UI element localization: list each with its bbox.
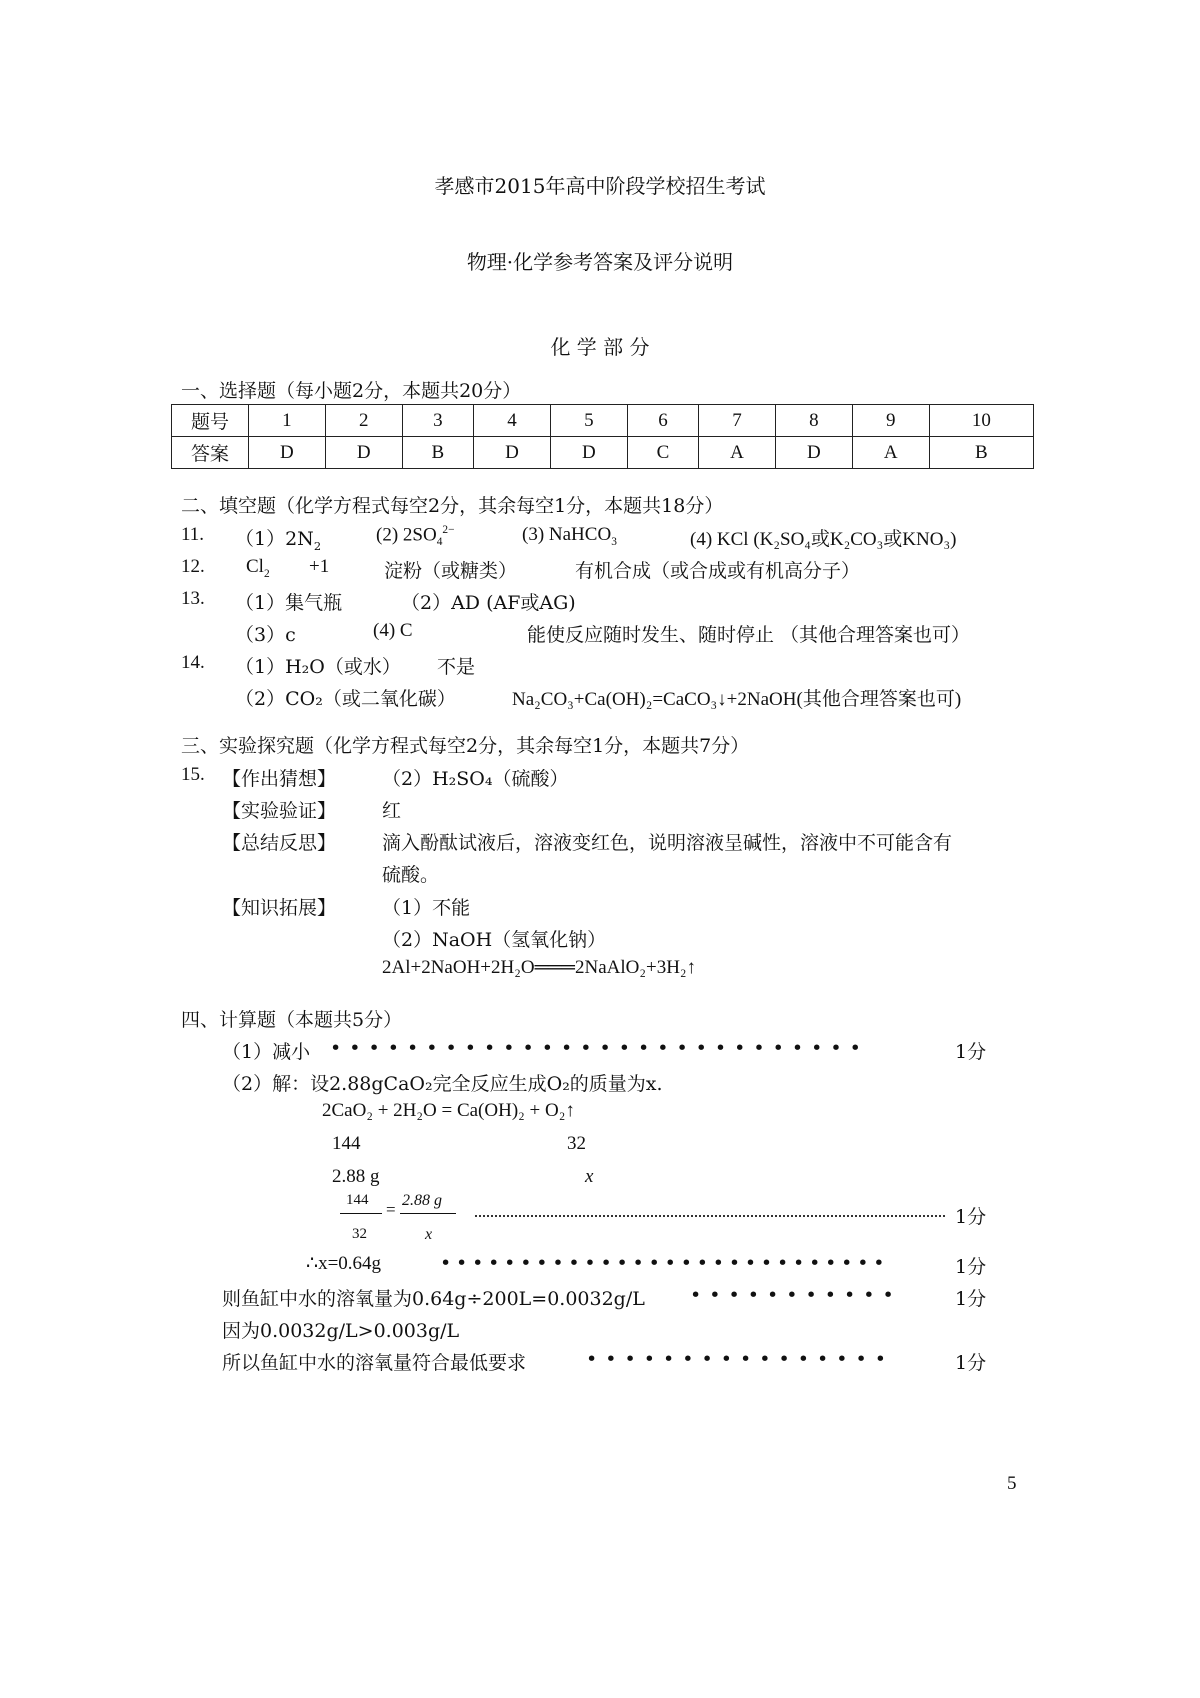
molar-mass-2: 32	[567, 1133, 586, 1154]
q14-number: 14.	[181, 652, 205, 673]
q13-answer-4: (4) C	[373, 620, 413, 641]
q15-label: 【实验验证】	[222, 800, 337, 822]
q15-label: 【总结反思】	[222, 832, 337, 854]
question-number: 5	[550, 405, 627, 437]
question-number: 9	[852, 405, 929, 437]
score-label: 1分	[955, 1206, 987, 1228]
q15-text: （1）不能	[382, 897, 471, 919]
page-number: 5	[1007, 1473, 1017, 1494]
answer-cell: C	[627, 437, 698, 469]
fraction-left-numerator: 144	[346, 1192, 369, 1208]
q14-answer-3: （2）CO₂（或二氧化碳）	[235, 688, 456, 710]
part4-heading: 四、计算题（本题共5分）	[181, 1009, 403, 1031]
dot-leader: • • • • • • • • • • • • • • • • • • • • • • • • • • • •	[330, 1037, 862, 1059]
q15-label: 【作出猜想】	[222, 768, 337, 790]
q11-number: 11.	[181, 524, 205, 545]
document-subtitle: 物理·化学参考答案及评分说明	[466, 250, 734, 274]
calc-line-5: 所以鱼缸中水的溶氧量符合最低要求	[222, 1352, 527, 1374]
q15-text: 红	[382, 800, 402, 822]
answer-cell: B	[929, 437, 1033, 469]
q11-a2-sub: 4	[436, 536, 443, 549]
question-number: 1	[249, 405, 326, 437]
answer-cell: D	[474, 437, 551, 469]
q14-answer-4: Na₂CO₃+Ca(OH)₂=CaCO₃↓+2NaOH(其他合理答案也可)	[512, 689, 962, 710]
q11-a1-sub: 2	[313, 538, 322, 553]
q15-equation: 2Al+2NaOH+2H₂O═══2NaAlO₂+3H₂↑	[382, 957, 697, 978]
fraction-right-denominator: x	[425, 1226, 433, 1243]
part3-heading: 三、实验探究题（化学方程式每空2分，其余每空1分，本题共7分）	[181, 735, 750, 757]
q11-answer-4: (4) KCl (K₂SO₄或K₂CO₃或KNO₃)	[690, 529, 957, 550]
q11-a3-sub: 3	[611, 535, 617, 548]
q11-a1-text: （1）2N	[235, 528, 314, 550]
q13-answer-3: （3）c	[235, 624, 296, 646]
q15-text: （2）NaOH（氢氧化钠）	[382, 929, 607, 951]
document-title: 孝感市2015年高中阶段学校招生考试	[434, 174, 766, 198]
q11-a3-text: (3) NaHCO	[522, 524, 612, 545]
q15-number: 15.	[181, 764, 205, 785]
calc-line-2: （2）解：设2.88gCaO₂完全反应生成O₂的质量为x.	[222, 1073, 663, 1095]
section-title: 化 学 部 分	[550, 335, 650, 359]
answer-cell: D	[550, 437, 627, 469]
calc-line-1: （1）减小	[222, 1041, 311, 1063]
q15-text: （2）H₂SO₄（硫酸）	[382, 768, 569, 790]
fraction-bar-left	[340, 1213, 382, 1214]
fraction-equals: =	[386, 1200, 396, 1219]
dot-leader-fine	[475, 1215, 945, 1217]
q12-a1-sub: 2	[263, 567, 270, 580]
score-label: 1分	[955, 1352, 987, 1374]
q12-number: 12.	[181, 556, 205, 577]
q12-answer-2: +1	[309, 556, 330, 577]
q12-answer-4: 有机合成（或合成或有机高分子）	[575, 560, 861, 582]
answer-cell: D	[249, 437, 326, 469]
fraction-left-denominator: 32	[352, 1226, 367, 1242]
q12-answer-1	[246, 556, 270, 580]
dot-leader: • • • • • • • • • • • • • • • • • • • • • • • • • • • •	[440, 1252, 884, 1274]
calc-equation: 2CaO₂ + 2H₂O = Ca(OH)₂ + O₂↑	[322, 1100, 575, 1121]
answer-cell: A	[699, 437, 776, 469]
q15-text: 硫酸。	[382, 864, 440, 886]
q11-a2-sup: 2−	[442, 524, 455, 536]
answer-table	[171, 404, 1034, 469]
row-label-answer: 答案	[172, 437, 249, 469]
q12-a1-text: Cl	[246, 556, 264, 577]
part1-heading: 一、选择题（每小题2分，本题共20分）	[181, 380, 522, 402]
table-row-answers	[172, 437, 1034, 469]
fraction-bar-right	[400, 1213, 456, 1214]
question-number: 6	[627, 405, 698, 437]
score-label: 1分	[955, 1288, 987, 1310]
row-label-question: 题号	[172, 405, 249, 437]
q11-answer-3	[522, 524, 617, 548]
molar-mass-1: 144	[332, 1133, 361, 1154]
unknown-mass: x	[585, 1166, 594, 1187]
answer-cell: D	[325, 437, 402, 469]
answer-cell: B	[402, 437, 473, 469]
q11-answer-1	[235, 524, 321, 553]
answer-cell: D	[775, 437, 852, 469]
dot-leader: • • • • • • • • • • •	[690, 1284, 895, 1306]
question-number: 10	[929, 405, 1033, 437]
q12-answer-3: 淀粉（或糖类）	[384, 560, 518, 582]
fraction-right-numerator: 2.88 g	[402, 1192, 442, 1209]
q15-text: 滴入酚酞试液后，溶液变红色，说明溶液呈碱性，溶液中不可能含有	[382, 832, 953, 854]
score-label: 1分	[955, 1041, 987, 1063]
calc-result: ∴x=0.64g	[306, 1253, 382, 1274]
q15-label: 【知识拓展】	[222, 897, 337, 919]
question-number: 8	[775, 405, 852, 437]
q13-answer-5: 能使反应随时发生、随时停止 （其他合理答案也可）	[527, 624, 971, 646]
q11-answer-2	[376, 524, 455, 548]
q13-answer-2: （2）AD (AF或AG)	[401, 592, 576, 614]
question-number: 3	[402, 405, 473, 437]
q13-number: 13.	[181, 588, 205, 609]
table-row-questions	[172, 405, 1034, 437]
dot-leader: • • • • • • • • • • • • • • • •	[586, 1348, 887, 1370]
calc-line-3: 则鱼缸中水的溶氧量为0.64g÷200L=0.0032g/L	[222, 1288, 645, 1310]
given-mass: 2.88 g	[332, 1166, 380, 1187]
question-number: 2	[325, 405, 402, 437]
q13-answer-1: （1）集气瓶	[235, 592, 343, 614]
score-label: 1分	[955, 1256, 987, 1278]
calc-line-4: 因为0.0032g/L>0.003g/L	[222, 1320, 460, 1342]
q14-answer-2: 不是	[437, 656, 476, 678]
part2-heading: 二、填空题（化学方程式每空2分，其余每空1分，本题共18分）	[181, 495, 724, 517]
question-number: 4	[474, 405, 551, 437]
answer-cell: A	[852, 437, 929, 469]
q14-answer-1: （1）H₂O（或水）	[235, 656, 401, 678]
question-number: 7	[699, 405, 776, 437]
q11-a2-text: (2) 2SO	[376, 524, 437, 546]
